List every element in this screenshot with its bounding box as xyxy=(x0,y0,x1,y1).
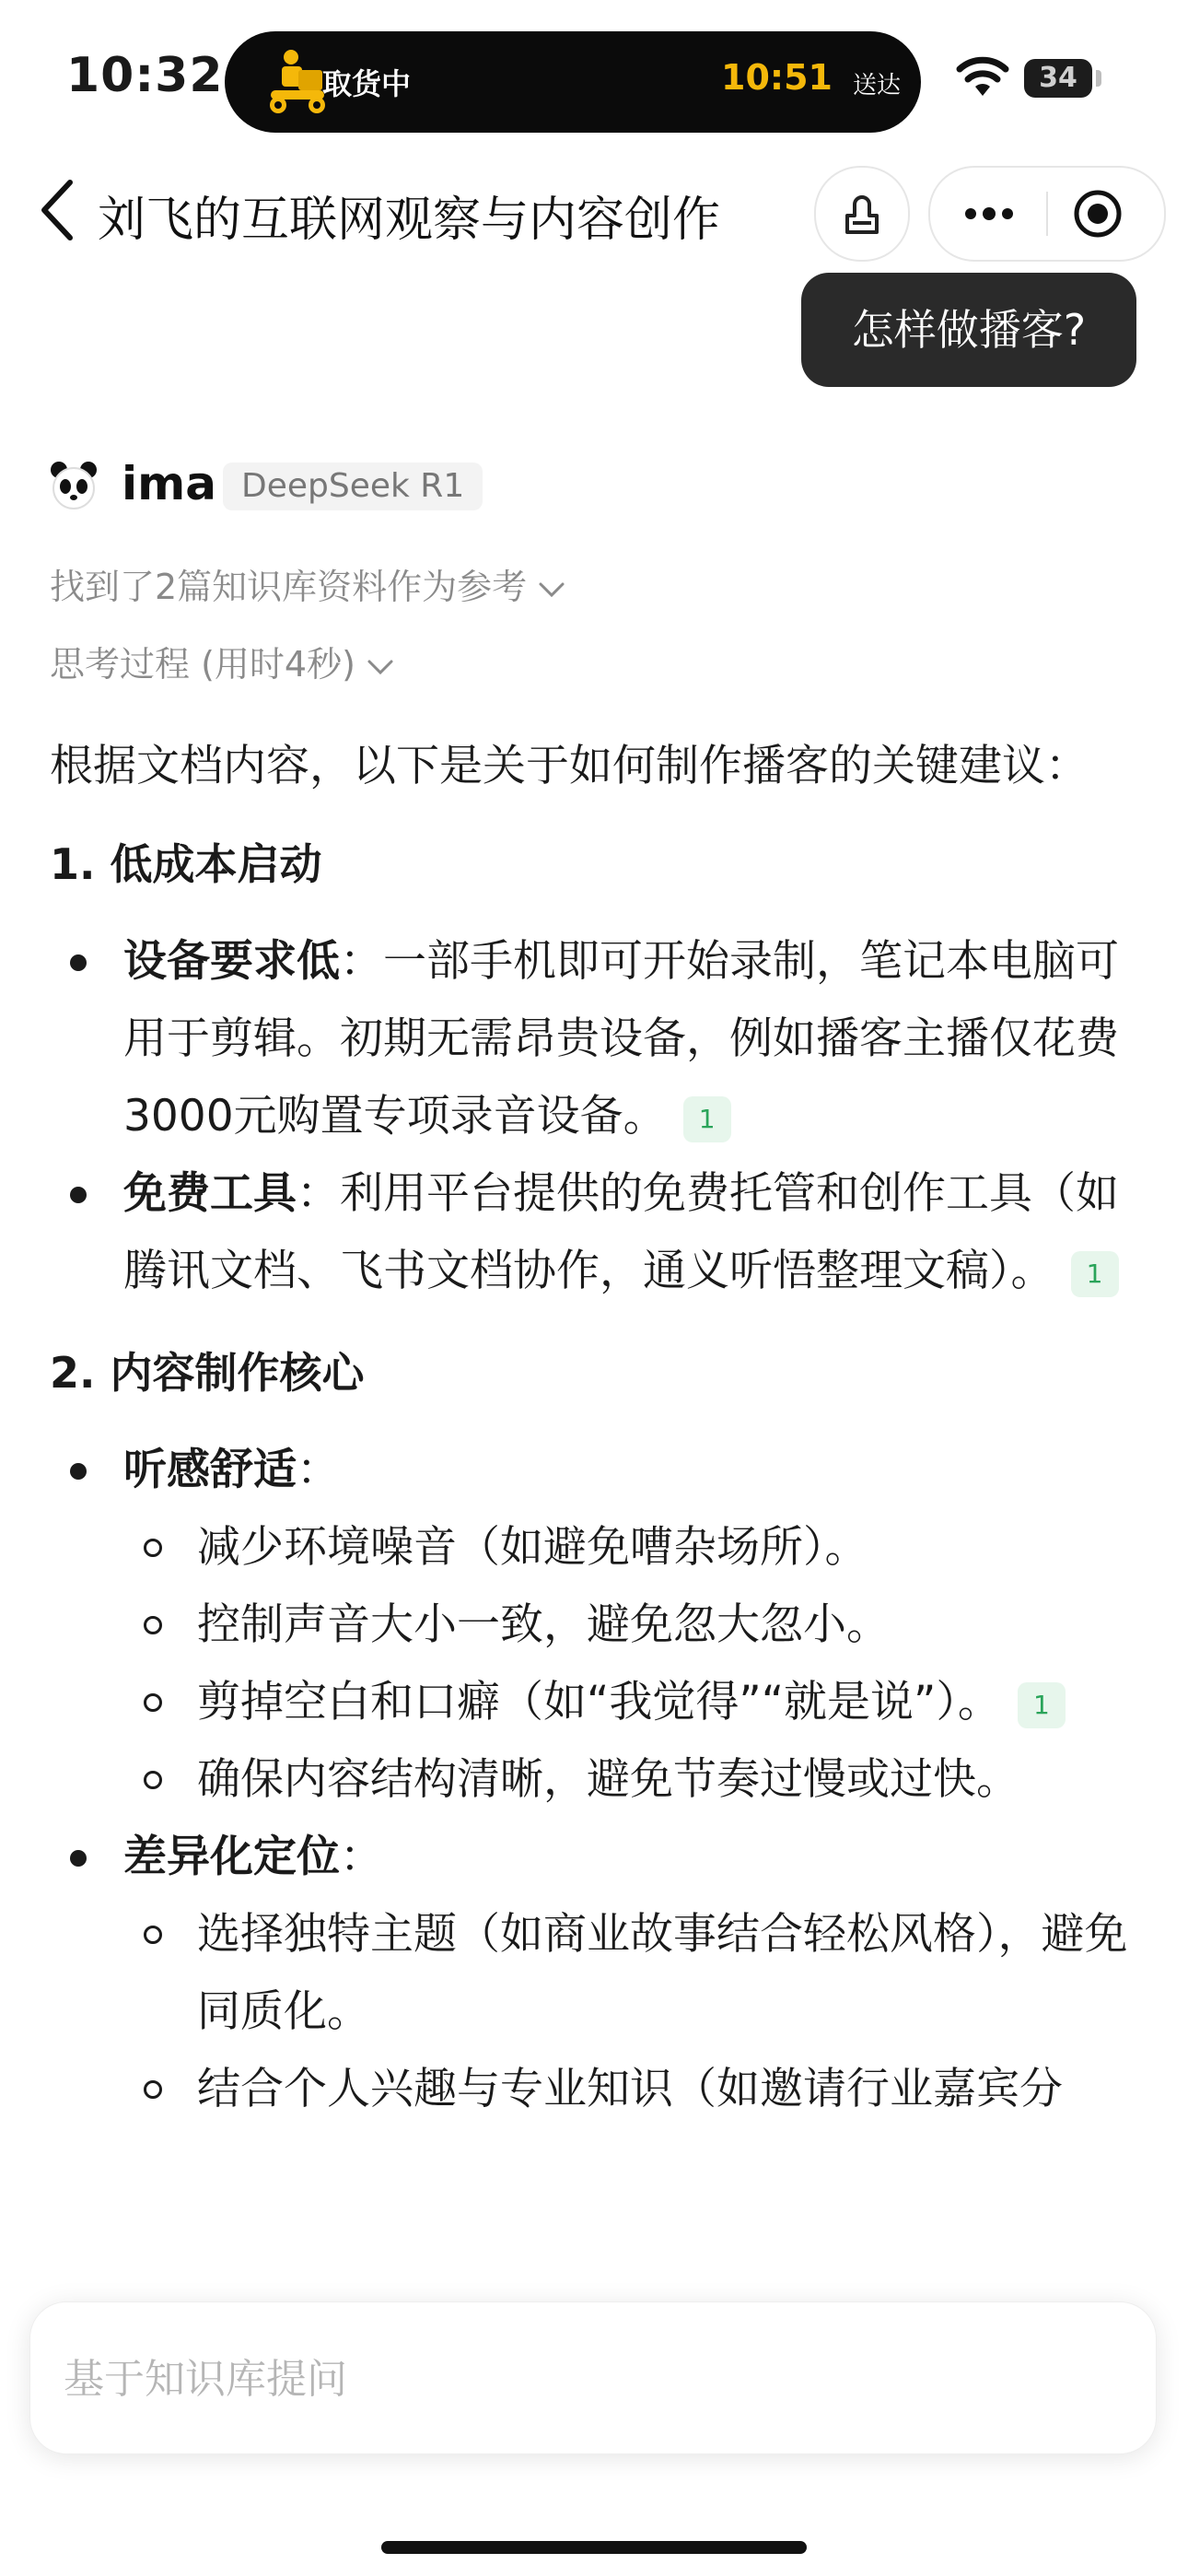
dynamic-island[interactable] xyxy=(225,31,921,133)
sub-list-item xyxy=(123,1896,1136,2051)
question-input-box[interactable] xyxy=(29,2301,1157,2454)
answer-intro: 根据文档内容，以下是关于如何制作播客的关键建议： xyxy=(50,741,1089,791)
thinking-label: 思考过程 (用时4秒) xyxy=(50,644,355,685)
sub-list-item xyxy=(123,2051,1136,2128)
more-icon[interactable] xyxy=(958,192,1020,236)
section-heading: 2. 内容制作核心 xyxy=(50,1348,365,1398)
sub-item-text: 剪掉空白和口癖（如“我觉得”“就是说”）。 xyxy=(197,1677,1001,1727)
sub-list-item xyxy=(123,1741,1136,1819)
item-text: ： xyxy=(340,1832,383,1882)
share-icon xyxy=(816,168,908,260)
references-label: 找到了2篇知识库资料作为参考 xyxy=(50,567,528,607)
wifi-icon xyxy=(955,55,1010,98)
item-label: 免费工具 xyxy=(123,1168,297,1219)
home-indicator[interactable] xyxy=(381,2541,807,2554)
thinking-toggle[interactable] xyxy=(50,636,394,686)
references-toggle[interactable] xyxy=(50,558,565,609)
page-title: 刘飞的互联网观察与内容创作 xyxy=(98,193,721,248)
sub-list-item xyxy=(123,1664,1136,1741)
panda-avatar-icon xyxy=(48,459,99,510)
sub-item-text: 减少环境噪音（如避免嘈杂场所）。 xyxy=(197,1522,868,1573)
item-label: 设备要求低 xyxy=(123,936,340,987)
sub-item-text: 确保内容结构清晰，避免节奏过慢或过快。 xyxy=(197,1754,1019,1805)
status-time: 10:32 xyxy=(66,48,224,103)
target-icon[interactable] xyxy=(1072,188,1124,240)
island-eta-suffix: 送达 xyxy=(852,72,901,100)
sub-item-text: 结合个人兴趣与专业知识（如邀请行业嘉宾分 xyxy=(197,2064,1063,2114)
content-fade xyxy=(0,2230,1188,2303)
sub-list-item xyxy=(123,1509,1136,1587)
sub-item-text: 控制声音大小一致，避免忽大忽小。 xyxy=(197,1599,890,1650)
back-icon[interactable] xyxy=(37,177,77,243)
bullet-list xyxy=(50,1432,1136,2128)
item-label: 听感舒适 xyxy=(123,1445,297,1495)
item-label: 差异化定位 xyxy=(123,1832,340,1882)
model-badge: DeepSeek R1 xyxy=(223,463,483,510)
list-item xyxy=(50,923,1136,1155)
share-button[interactable] xyxy=(814,166,910,262)
question-input[interactable] xyxy=(62,2345,1078,2413)
item-text: ：利用平台提供的免费托管和创作工具（如腾讯文档、飞书文档协作，通义听悟整理文稿）。 xyxy=(123,1168,1119,1296)
item-text: ： xyxy=(297,1445,340,1495)
citation-badge[interactable]: 1 xyxy=(683,1096,731,1142)
sub-list xyxy=(123,1896,1136,2128)
battery-tip xyxy=(1096,70,1101,87)
assistant-name: ima xyxy=(122,457,216,510)
sub-list-item xyxy=(123,1587,1136,1664)
list-item xyxy=(50,1819,1136,2128)
sub-item-text: 选择独特主题（如商业故事结合轻松风格），避免同质化。 xyxy=(197,1909,1128,2037)
sub-list xyxy=(123,1509,1136,1819)
chevron-down-icon xyxy=(367,658,394,676)
citation-badge[interactable]: 1 xyxy=(1018,1682,1066,1728)
section-heading: 1. 低成本启动 xyxy=(50,839,322,889)
item-text: ：一部手机即可开始录制，笔记本电脑可用于剪辑。初期无需昂贵设备，例如播客主播仅花费3000元购置专项录音设备。 xyxy=(123,936,1119,1142)
citation-badge[interactable]: 1 xyxy=(1071,1251,1119,1297)
chevron-down-icon xyxy=(538,580,565,599)
assistant-answer xyxy=(50,728,1136,2128)
user-message-bubble: 怎样做播客? xyxy=(801,273,1136,387)
list-item xyxy=(50,1432,1136,1819)
capsule-divider xyxy=(1046,192,1048,236)
bullet-list xyxy=(50,923,1136,1310)
list-item xyxy=(50,1155,1136,1310)
mini-program-capsule xyxy=(928,166,1166,262)
battery-indicator: 34 xyxy=(1024,59,1092,98)
island-status-label: 取货中 xyxy=(322,66,412,101)
island-eta-time: 10:51 xyxy=(721,57,833,98)
